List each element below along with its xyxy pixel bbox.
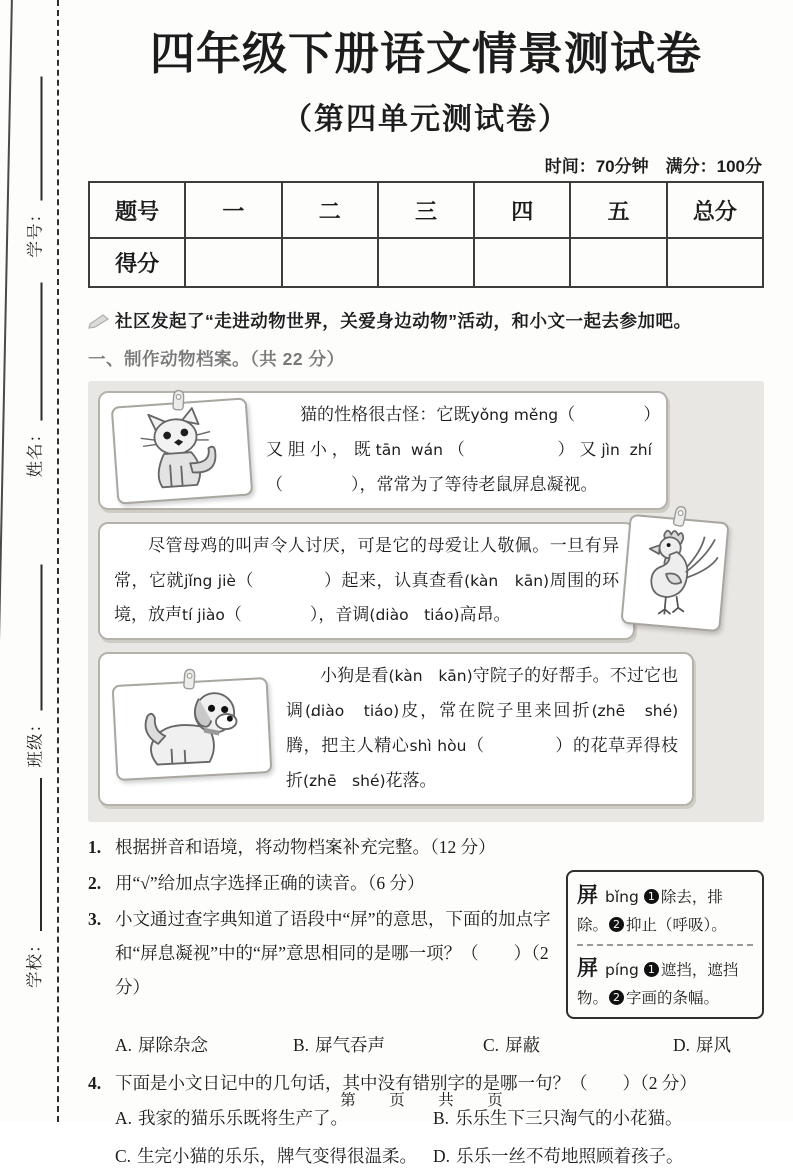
score-table-header-cell-1: 一	[185, 182, 281, 238]
score-cell-5[interactable]	[667, 238, 763, 287]
score-table-header-cell-6: 总分	[667, 182, 763, 238]
question-number: 3.	[88, 908, 102, 929]
score-cell-2[interactable]	[378, 238, 474, 287]
cat-illustration	[118, 402, 246, 498]
rooster-photo	[621, 514, 730, 632]
page-footer: 第 页 共 页	[340, 1092, 512, 1109]
animal-cards	[88, 381, 764, 821]
question-number: 1.	[88, 836, 102, 857]
question-flow	[88, 866, 764, 1064]
dictionary-pinyin: píng	[605, 960, 639, 979]
cat-photo	[111, 397, 254, 504]
question-text: 下面是小文日记中的几句话，其中没有错别字的是哪一句？（ ）（2 分）	[115, 1073, 697, 1094]
section-one-heading: 一、制作动物档案。（共 22 分）	[88, 349, 345, 370]
rooster-illustration	[627, 519, 723, 626]
score-table-header-cell-5: 五	[570, 182, 666, 238]
dog-photo	[112, 677, 273, 781]
main-content	[88, 0, 764, 1175]
question-text: 根据拼音和语境，将动物档案补充完整。（12 分）	[115, 836, 496, 857]
dictionary-headword: 屏	[577, 882, 598, 907]
clip-icon	[181, 668, 197, 691]
page-subtitle: （第四单元测试卷）	[282, 103, 570, 137]
option-label: A.	[115, 1108, 133, 1129]
card-text-rooster: 尽管母鸡的叫声令人讨厌，可是它的母爱让人敬佩。一旦有异常，它就jǐng jiè（ ）起来，认真查看(kàn kān)周围的环境，放声tí jiào（ ），音调(diào tiáo)高昂。	[114, 535, 620, 625]
animal-card-dog	[98, 652, 694, 805]
animal-card-cat	[98, 391, 668, 510]
score-table-header-cell-4: 四	[474, 182, 570, 238]
intro-text: 社区发起了“走进动物世界，关爱身边动物”活动，和小文一起去参加吧。	[115, 311, 692, 332]
margin-field-0	[21, 77, 45, 258]
card-text-dog: 小狗是看(kàn kān)守院子的好帮手。不过它也调(diào tiáo)皮，常在院子里来回折(zhē shé)腾，把主人精心shì hòu（ ）的花草弄得枝折(zhē shé)花落。	[286, 666, 679, 790]
clip-icon	[170, 388, 186, 411]
margin-field-blank[interactable]	[39, 77, 42, 202]
score-row-label: 得分	[89, 238, 185, 287]
margin-field-1	[21, 283, 45, 478]
questions	[88, 830, 764, 1175]
question-3	[88, 902, 764, 1004]
margin-field-2	[21, 565, 45, 768]
dictionary-headword: 屏	[577, 955, 598, 980]
q3-option-C: C. 屏蔽	[483, 1035, 541, 1056]
circled-number-icon: 1	[644, 962, 659, 977]
q3-option-A: A. 屏除杂念	[115, 1035, 209, 1056]
option-text: 乐乐一丝不苟地照顾着孩子。	[456, 1145, 684, 1166]
dog-illustration	[119, 682, 265, 775]
option-label: A.	[115, 1035, 133, 1056]
margin-field-blank[interactable]	[39, 565, 42, 712]
question-number: 4.	[88, 1073, 102, 1094]
option-label: D.	[673, 1035, 691, 1056]
pencil-icon	[88, 313, 110, 328]
score-cell-3[interactable]	[474, 238, 570, 287]
margin-field-label: 班级：	[25, 715, 44, 768]
exam-meta: 时间：70分钟 满分：100分	[544, 157, 762, 177]
score-table-header-cell-2: 二	[282, 182, 378, 238]
question-2	[88, 866, 764, 900]
scan-edge-line	[0, 0, 13, 1134]
score-table-header-cell-3: 三	[378, 182, 474, 238]
option-label: B.	[293, 1035, 310, 1056]
margin-field-blank[interactable]	[39, 283, 42, 422]
animal-card-rooster	[98, 522, 635, 641]
page-title: 四年级下册语文情景测试卷	[149, 28, 702, 79]
option-label: C.	[483, 1035, 500, 1056]
option-label: C.	[115, 1145, 132, 1166]
margin-field-blank[interactable]	[39, 778, 42, 932]
score-cell-1[interactable]	[282, 238, 378, 287]
q4-option-C	[115, 1138, 433, 1175]
option-text: 生完小猫的乐乐，牌气变得很温柔。	[137, 1145, 418, 1166]
dictionary-entry-0: 屏 bǐng 1 除去，排除。 2 抑止（呼吸）。	[577, 882, 727, 934]
cut-dash-line	[57, 0, 59, 1122]
question-number: 2.	[88, 872, 102, 893]
margin-field-label: 学号：	[25, 205, 44, 258]
score-table	[88, 181, 764, 288]
option-text: 乐乐生下三只淘气的小花猫。	[455, 1108, 683, 1129]
q4-option-D	[433, 1138, 764, 1175]
question-1	[88, 830, 764, 864]
question-text: 用“√”给加点字选择正确的读音。（6 分）	[115, 872, 425, 893]
question-3-options	[88, 1027, 764, 1064]
card-text-cat: 猫的性格很古怪：它既yǒng měng（ ）又胆小，既tān wán（ ）又jìn zhí（ ），常常为了等待老鼠屏息凝视。	[266, 405, 652, 494]
dictionary-pinyin: bǐng	[605, 887, 639, 906]
q3-option-B: B. 屏气吞声	[293, 1035, 386, 1056]
q3-option-D: D. 屏风	[673, 1035, 732, 1056]
score-cell-0[interactable]	[185, 238, 281, 287]
circled-number-icon: 2	[609, 917, 624, 932]
option-label: D.	[433, 1145, 451, 1166]
score-cell-4[interactable]	[570, 238, 666, 287]
option-label: B.	[433, 1108, 450, 1129]
margin-field-label: 姓名：	[25, 425, 44, 478]
dictionary-entry-1: 屏 píng 1 遮挡，遮挡物。 2 字画的条幅。	[577, 944, 753, 1013]
circled-number-icon: 2	[609, 990, 624, 1005]
score-table-header-cell-0: 题号	[89, 182, 185, 238]
circled-number-icon: 1	[644, 889, 659, 904]
margin-field-3	[21, 778, 45, 988]
intro-line	[88, 308, 764, 333]
question-text: 小文通过查字典知道了语段中“屏”的意思，下面的加点字和“屏息凝视”中的“屏”意思相同的是哪一项？（ ）（2 分）	[115, 908, 551, 998]
question-4-options	[88, 1100, 764, 1175]
option-text: 我家的猫乐乐既将生产了。	[138, 1108, 349, 1129]
margin-field-label: 学校：	[25, 935, 44, 988]
